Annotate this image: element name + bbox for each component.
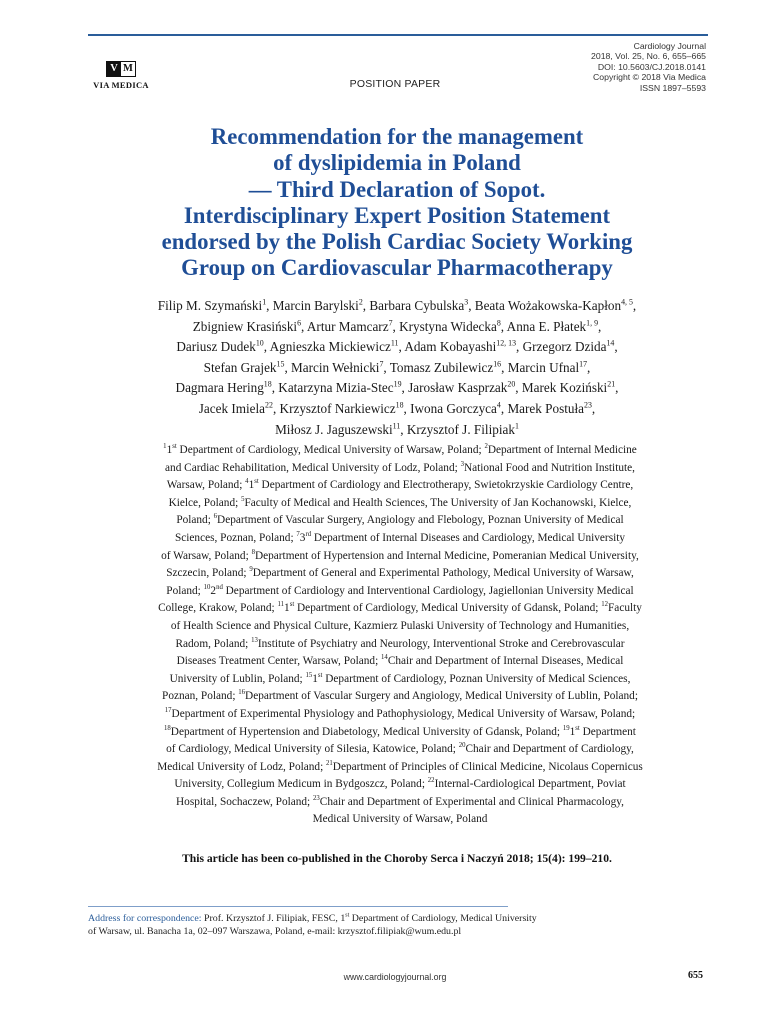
author-name: Grzegorz Dzida xyxy=(522,339,607,355)
affiliation-text: Chair and Department of Experimental and Clinical Pharmacology, xyxy=(319,795,624,808)
author-affiliation-ref: 4, 5 xyxy=(621,297,633,307)
author-affiliation-ref: 1 xyxy=(514,421,519,431)
author-line: Dagmara Hering$^{18}$, Katarzyna Mizia-Stec$^{19}$, Jarosław Kasprzak$^{20}$, Marek Koziński$^{21}$, xyxy=(175,379,619,396)
author-name: Krystyna Widecka xyxy=(399,318,497,334)
affiliation-line xyxy=(50,460,750,478)
journal-doi: DOI: 10.5603/CJ.2018.0141 xyxy=(597,61,706,72)
title-line: — Third Declaration of Sopot. xyxy=(248,176,546,202)
affiliation-marker: st xyxy=(289,601,295,609)
affiliation-text: Department of General and Experimental Pathology, Medical University of Warsaw, xyxy=(252,567,634,580)
author-affiliation-ref: 11 xyxy=(390,338,399,348)
affiliation-text: Hospital, Sochaczew, Poland; xyxy=(176,795,314,808)
author-name: Krzysztof Narkiewicz xyxy=(279,400,396,416)
author-affiliation-ref: 18 xyxy=(395,400,404,410)
affiliation-marker: rd xyxy=(305,531,312,539)
author-affiliation-ref: 7 xyxy=(379,359,384,369)
author-name: Anna E. Płatek xyxy=(506,318,587,334)
affiliation-text: Poland; xyxy=(166,584,204,597)
title-line: of dyslipidemia in Poland xyxy=(273,150,521,176)
affiliation-text: Department of Vascular Surgery, Angiology and Flebology, Poznan University of Medical xyxy=(217,514,624,527)
affiliation-marker: 13 xyxy=(251,636,258,644)
affiliation-text: University of Lublin, Poland; xyxy=(169,672,306,685)
affiliation-line xyxy=(50,759,750,777)
affiliation-text: Warsaw, Poland; xyxy=(166,479,246,492)
author-name: Tomasz Zubilewicz xyxy=(389,359,494,375)
affiliation-text: and Cardiac Rehabilitation, Medical University of Lodz, Poland; xyxy=(165,461,461,474)
affiliation-text: Department of Hypertension and Diabetology, Medical University of Gdansk, Poland; xyxy=(170,725,563,738)
author-name: Miłosz J. Jaguszewski xyxy=(275,421,393,437)
logo-letter-v: V xyxy=(107,62,121,76)
affiliation-marker: 20 xyxy=(458,742,466,750)
author-affiliation-ref: 21 xyxy=(607,379,616,389)
affiliation-marker: 12 xyxy=(601,601,609,609)
footnote-rule xyxy=(88,906,508,907)
affiliation-text: National Food and Nutrition Institute, xyxy=(463,461,635,474)
affiliation-marker: 21 xyxy=(326,759,333,767)
affiliation-text: Department of Principles of Clinical Medicine, Nicolaus Copernicus xyxy=(332,760,643,773)
author-affiliation-ref: 14 xyxy=(606,338,615,348)
logo-letter-m: M xyxy=(121,62,135,76)
author-name: Dariusz Dudek xyxy=(176,339,256,355)
affiliation-text: Poland; xyxy=(176,514,214,527)
author-name: Dagmara Hering xyxy=(175,380,264,396)
ordinal-suffix: st xyxy=(345,912,350,919)
affiliation-text: Faculty of Medical and Health Sciences, The University of Jan Kochanowski, Kielce, xyxy=(244,496,632,509)
author-affiliation-ref: 8 xyxy=(496,318,501,328)
affiliation-text: of Warsaw, Poland; xyxy=(161,549,252,562)
affiliation-line xyxy=(50,794,750,812)
author-affiliation-ref: 6 xyxy=(297,318,302,328)
affiliation-marker: 7 xyxy=(296,531,300,539)
affiliation-marker: 3 xyxy=(460,460,464,468)
affiliation-marker: 19 xyxy=(562,724,570,732)
affiliation-marker: 2 xyxy=(484,443,488,451)
affiliation-line xyxy=(50,776,750,794)
affiliation-text: Chair and Department of Cardiology, xyxy=(465,743,634,756)
title-line: Group on Cardiovascular Pharmacotherapy xyxy=(181,255,613,281)
affiliation-text: Internal-Cardiological Department, Poviat xyxy=(434,778,626,791)
author-affiliation-ref: 19 xyxy=(393,379,402,389)
correspondence-text: Department of Cardiology, Medical University xyxy=(349,913,537,924)
affiliation-marker: 1 xyxy=(163,443,167,451)
affiliation-line xyxy=(50,530,750,548)
journal-volume: 2018, Vol. 25, No. 6, 655–665 xyxy=(591,51,706,62)
author-name: Krzysztof J. Filipiak xyxy=(406,421,515,437)
affiliation-marker: st xyxy=(317,671,323,679)
affiliation-text: Department xyxy=(579,725,636,738)
logo-text: VIA MEDICA xyxy=(93,80,149,90)
page-number: 655 xyxy=(688,970,703,981)
author-name: Zbigniew Krasiński xyxy=(192,318,298,334)
affiliation-line xyxy=(50,477,750,495)
author-list xyxy=(60,296,734,440)
affiliation-line xyxy=(50,671,750,689)
author-affiliation-ref: 11 xyxy=(392,421,401,431)
affiliation-text: Kielce, Poland; xyxy=(168,496,242,509)
correspondence-line-2: of Warsaw, ul. Banacha 1a, 02–097 Warszawa, Poland, e-mail: krzysztof.filipiak@wum.edu.pl xyxy=(88,926,462,938)
affiliation-text: 2 xyxy=(210,584,217,597)
affiliation-text: Department of Internal Medicine xyxy=(487,444,637,456)
journal-info xyxy=(591,41,706,93)
footer-url: www.cardiologyjournal.org xyxy=(343,972,447,982)
author-name: Jacek Imiela xyxy=(198,400,266,416)
title-line: Recommendation for the management xyxy=(210,124,584,149)
journal-issn: ISSN 1897–5593 xyxy=(639,82,706,93)
affiliation-text: Department of Experimental Physiology and Pathophysiology, Medical University of Warsaw, Poland; xyxy=(171,707,636,720)
author-affiliation-ref: 16 xyxy=(493,359,502,369)
correspondence-line-1 xyxy=(88,912,728,925)
affiliation-text: Poznan, Poland; xyxy=(162,690,239,703)
affiliation-text: Department of Cardiology, Poznan University of Medical Sciences, xyxy=(322,672,631,685)
author-name: Agnieszka Mickiewicz xyxy=(269,339,391,355)
author-affiliation-ref: 23 xyxy=(584,400,592,410)
affiliation-line xyxy=(50,706,750,724)
affiliation-line xyxy=(50,636,750,654)
journal-name: Cardiology Journal xyxy=(633,41,706,51)
affiliation-marker: 14 xyxy=(381,654,388,662)
author-line: Jacek Imiela$^{22}$, Krzysztof Narkiewicz$^{18}$, Iwona Gorczyca$^4$, Marek Postuła$^{23}$, xyxy=(198,400,596,416)
author-affiliation-ref: 17 xyxy=(579,359,588,369)
author-affiliation-ref: 12, 13 xyxy=(496,338,517,348)
via-medica-logo xyxy=(86,58,156,90)
affiliation-line xyxy=(50,811,750,829)
author-name: Marcin Barylski xyxy=(272,298,359,313)
affiliation-text: 1 xyxy=(166,444,173,456)
title-line: Interdisciplinary Expert Position Statement xyxy=(183,202,611,228)
affiliation-text: Department of Cardiology and Electrotherapy, Swietokrzyskie Cardiology Centre, xyxy=(258,479,634,492)
article-title xyxy=(80,124,714,282)
correspondence-text: Prof. Krzysztof J. Filipiak, FESC, 1 xyxy=(201,913,346,924)
correspondence xyxy=(88,912,728,938)
journal-copyright: Copyright © 2018 Via Medica xyxy=(593,72,706,83)
author-affiliation-ref: 3 xyxy=(464,297,469,307)
affiliation-line xyxy=(50,600,750,618)
affiliation-marker: 8 xyxy=(251,548,255,556)
author-name: Stefan Grajek xyxy=(203,359,277,375)
affiliation-marker: 11 xyxy=(277,601,285,609)
author-name: Marcin Ufnal xyxy=(507,359,580,375)
affiliation-line xyxy=(50,653,750,671)
affiliation-text: Medical University of Lodz, Poland; xyxy=(157,760,327,773)
author-line: Filip M. Szymański$^1$, Marcin Barylski$^2$, Barbara Cybulska$^3$, Beata Wożakowska-Kapłon$^{4, 5}$, xyxy=(157,297,637,313)
affiliation-text: Faculty xyxy=(608,602,642,615)
affiliation-marker: st xyxy=(172,443,177,451)
author-affiliation-ref: 1 xyxy=(262,297,267,307)
affiliation-text: 1 xyxy=(284,602,290,615)
affiliation-line xyxy=(50,495,750,513)
affiliation-text: Szczecin, Poland; xyxy=(166,567,250,580)
author-affiliation-ref: 1, 9 xyxy=(586,318,599,328)
author-name: Jarosław Kasprzak xyxy=(408,380,508,396)
affiliation-text: Institute of Psychiatry and Neurology, Interventional Stroke and Cerebrovascular xyxy=(257,637,625,650)
author-affiliation-ref: 22 xyxy=(265,400,273,410)
affiliation-text: University, Collegium Medicum in Bydgoszcz, Poland; xyxy=(174,778,428,791)
affiliation-text: of Cardiology, Medical University of Silesia, Katowice, Poland; xyxy=(166,743,459,756)
author-name: Marek Koziński xyxy=(521,380,608,396)
author-affiliation-ref: 20 xyxy=(507,379,516,389)
author-affiliation-ref: 10 xyxy=(255,338,264,348)
affiliation-marker: nd xyxy=(216,583,223,591)
author-affiliation-ref: 15 xyxy=(276,359,285,369)
section-label: POSITION PAPER xyxy=(349,78,441,90)
author-name: Barbara Cybulska xyxy=(369,298,465,313)
affiliation-marker: 6 xyxy=(213,513,218,521)
affiliation-text: Department of Vascular Surgery and Angiology, Medical University of Lublin, Poland; xyxy=(245,690,638,703)
author-name: Filip M. Szymański xyxy=(157,298,263,313)
affiliation-marker: 15 xyxy=(305,671,313,679)
author-affiliation-ref: 4 xyxy=(496,400,501,410)
author-line: Dariusz Dudek$^{10}$, Agnieszka Mickiewicz$^{11}$, Adam Kobayashi$^{12, 13}$, Grzegorz Dzida$^{14}$, xyxy=(176,338,618,355)
affiliation-marker: 16 xyxy=(238,689,246,697)
author-line: Miłosz J. Jaguszewski$^{11}$, Krzysztof J. Filipiak$^1$ xyxy=(275,421,519,437)
author-name: Iwona Gorczyca xyxy=(410,400,497,416)
affiliation-text: Department of Internal Diseases and Cardiology, Medical University xyxy=(311,531,626,544)
author-name: Marcin Wełnicki xyxy=(291,359,380,375)
affiliation-text: College, Krakow, Poland; xyxy=(158,602,278,615)
correspondence-label: Address for correspondence: xyxy=(88,913,202,924)
affiliation-line xyxy=(50,583,750,601)
author-name: Adam Kobayashi xyxy=(404,339,497,355)
affiliation-text: Chair and Department of Internal Diseases, Medical xyxy=(387,655,624,668)
affiliation-text: 3 xyxy=(299,531,306,544)
affiliation-marker: 4 xyxy=(245,478,249,486)
affiliation-text: Sciences, Poznan, Poland; xyxy=(174,531,297,544)
affiliation-text: Department of Hypertension and Internal Medicine, Pomeranian Medical University, xyxy=(254,549,639,562)
affiliation-text: Radom, Poland; xyxy=(175,637,252,650)
affiliation-text: of Health Science and Physical Culture, Kazmierz Pulaski University of Technology and Humanities, xyxy=(170,619,630,632)
affiliation-line xyxy=(50,688,750,706)
affiliation-marker: 22 xyxy=(427,777,435,785)
header-rule xyxy=(88,34,708,36)
affiliation-text: 1 xyxy=(312,672,318,685)
affiliation-text: 1 xyxy=(569,725,576,738)
affiliation-text: Department of Cardiology, Medical University of Warsaw, Poland; xyxy=(176,444,485,456)
affiliation-text: Medical University of Warsaw, Poland xyxy=(312,813,488,826)
affiliation-line xyxy=(50,741,750,759)
copublished-note: This article has been co-published in the Choroby Serca i Naczyń 2018; 15(4): 199–210. xyxy=(182,852,612,865)
author-name: Beata Wożakowska-Kapłon xyxy=(474,298,622,313)
affiliation-line xyxy=(50,565,750,583)
affiliation-line xyxy=(50,442,750,460)
author-line: Zbigniew Krasiński$^6$, Artur Mamcarz$^7$, Krystyna Widecka$^8$, Anna E. Płatek$^{1, 9}$, xyxy=(192,318,602,334)
author-name: Artur Mamcarz xyxy=(306,318,389,334)
affiliation-text: Department of Cardiology and Interventional Cardiology, Jagiellonian University Medical xyxy=(222,584,634,597)
vm-logo-mark xyxy=(106,61,136,77)
affiliation-text: Diseases Treatment Center, Warsaw, Poland; xyxy=(176,655,382,668)
affiliation-line xyxy=(50,724,750,742)
affiliation-text: Department of Cardiology, Medical University of Gdansk, Poland; xyxy=(294,602,602,615)
title-line: endorsed by the Polish Cardiac Society Working xyxy=(161,229,633,255)
affiliation-line xyxy=(50,512,750,530)
author-name: Katarzyna Mizia-Stec xyxy=(278,380,394,396)
affiliations xyxy=(50,442,750,829)
affiliation-marker: 18 xyxy=(164,724,171,732)
author-affiliation-ref: 2 xyxy=(358,297,363,307)
author-affiliation-ref: 18 xyxy=(263,379,272,389)
author-name: Marek Postuła xyxy=(507,400,585,416)
affiliation-marker: 17 xyxy=(164,707,172,715)
affiliation-marker: st xyxy=(254,478,259,486)
affiliation-marker: 23 xyxy=(313,795,320,803)
author-line: Stefan Grajek$^{15}$, Marcin Wełnicki$^7$, Tomasz Zubilewicz$^{16}$, Marcin Ufnal$^{17}$, xyxy=(203,359,591,375)
author-affiliation-ref: 7 xyxy=(388,318,393,328)
affiliation-marker: 9 xyxy=(249,566,253,574)
affiliation-line xyxy=(50,618,750,636)
affiliation-line xyxy=(50,548,750,566)
affiliation-marker: st xyxy=(575,724,580,732)
affiliation-marker: 5 xyxy=(241,496,245,504)
affiliation-text: 1 xyxy=(248,479,255,492)
affiliation-marker: 10 xyxy=(203,583,211,591)
